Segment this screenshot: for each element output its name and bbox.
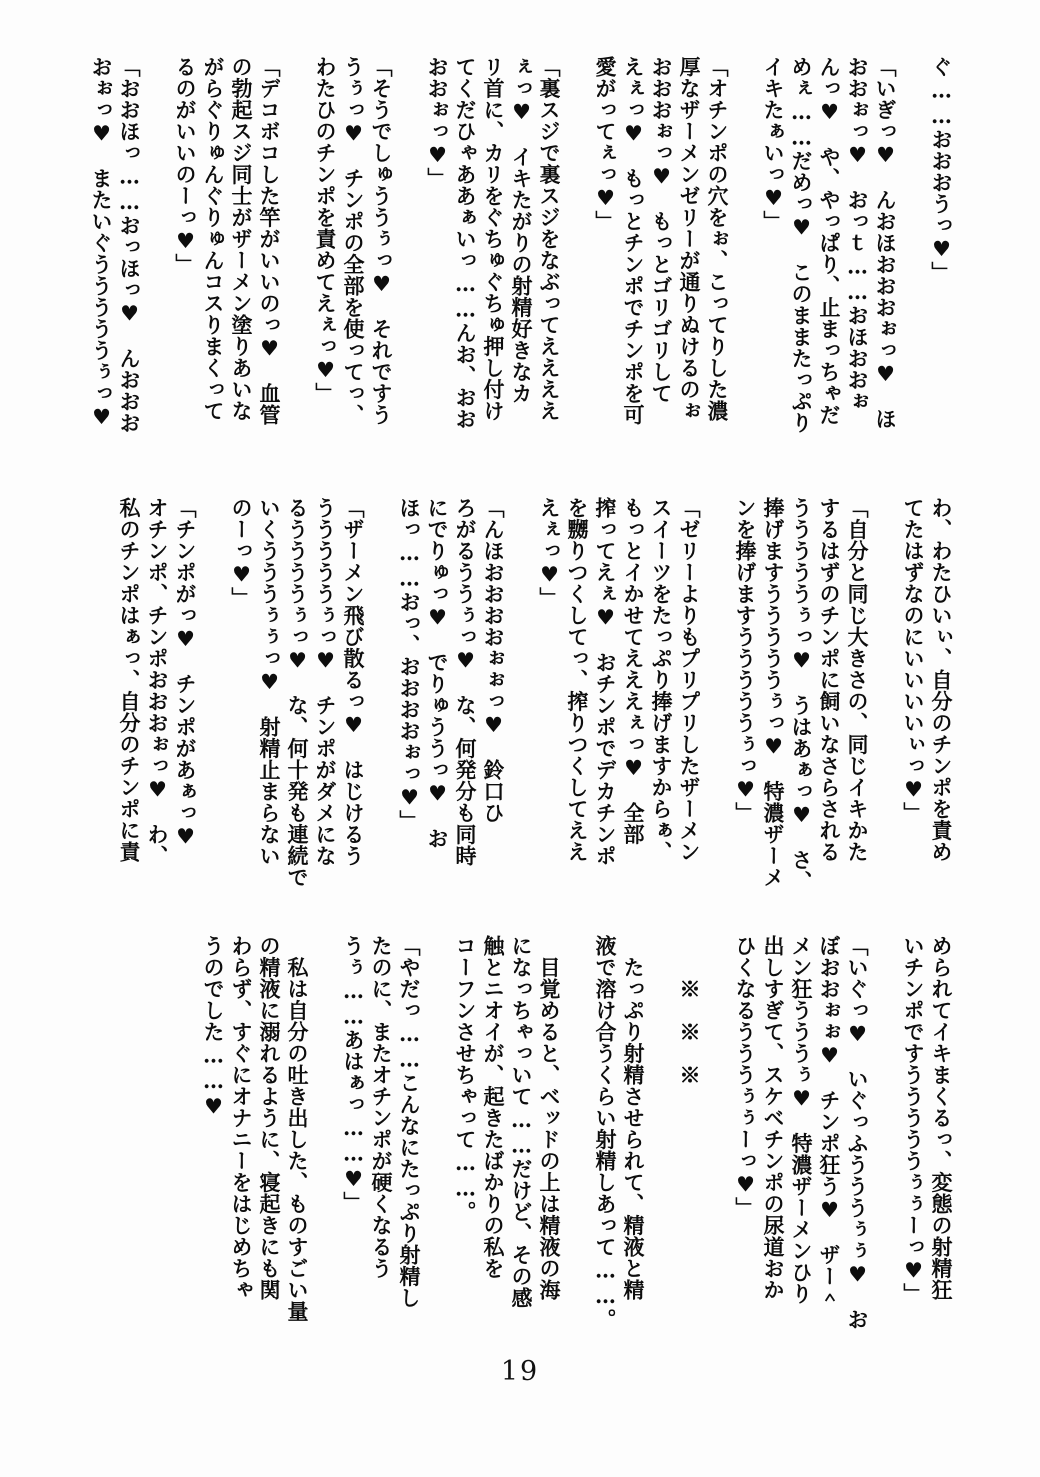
- column-gap: [563, 56, 591, 470]
- column-gap: [143, 56, 171, 470]
- text-column: スイーツをたっぷり捧げますからぁ、: [649, 497, 674, 863]
- text-column: 愛がってぇっ♥」: [593, 56, 618, 232]
- column-gap: [283, 56, 311, 470]
- text-column: 液で溶け合うくらい射精しあって……。: [593, 935, 618, 1330]
- text-column: を嬲りつくしてっ、搾りつくしてええ: [565, 497, 590, 863]
- text-column: ひくなるうううぅぅーっ♥」: [733, 935, 758, 1219]
- text-column: するはずのチンポに飼いなさらされる: [817, 497, 842, 863]
- text-column: おおぉっ♥ おっｔ……おほおおぉ: [845, 56, 870, 412]
- text-column: 「デコボコした竿がいいのっ♥ 血管: [257, 56, 282, 426]
- text-column: いチンポですうううううぅぅーっ♥」: [901, 935, 926, 1305]
- column-gap: [199, 497, 227, 911]
- column-gap: [563, 935, 591, 1349]
- text-column: ンを捧げますうううううぅっ♥」: [733, 497, 758, 824]
- text-column: メン狂うううぅ♥ 特濃ザーメンひり: [789, 935, 814, 1305]
- text-column: の勃起スジ同士がザーメン塗りあいな: [229, 56, 254, 422]
- text-column: 「いぎっ♥ んおほおおおぉっ♥ ほ: [873, 56, 898, 430]
- text-column: 「そうでしゅううぅっ♥ それですう: [369, 56, 394, 426]
- column-gap: [703, 497, 731, 911]
- text-column: 私は自分の吐き出した、ものすごい量: [285, 935, 310, 1322]
- text-column: 厚なザーメンゼリーが通りぬけるのぉ: [677, 56, 702, 422]
- column-gap: [647, 935, 675, 1349]
- text-column: めぇ……だめっ♥ このままたっぷり: [789, 56, 814, 434]
- text-column: の精液に溺れるように、寝起きにも関: [257, 935, 282, 1301]
- column-gap: [507, 497, 535, 911]
- text-column: てたはずなのにいいいいぃっ♥」: [901, 497, 926, 824]
- text-column: いくうううぅぅっ♥ 射精止まらない: [257, 497, 282, 867]
- text-column: んっ♥ や、やっぱり、止まっちゃだ: [817, 56, 842, 426]
- text-column: 触とニオイが、起きたばかりの私を: [481, 935, 506, 1279]
- text-column: ぼおおぉぉ♥ チンポ狂う♥ ザー＾: [817, 935, 842, 1309]
- text-column: 「ザーメン飛び散るっ♥ はじけるう: [341, 497, 366, 867]
- text-column: 私のチンポはぁっ、自分のチンポに責: [117, 497, 142, 863]
- text-column: 「いぐっ♥ いぐっふうううぅぅ♥ お: [845, 935, 870, 1330]
- text-column: うぅ……あはぁっ……♥」: [341, 935, 366, 1213]
- text-block-bottom: [199, 935, 955, 1349]
- text-column: 「チンポがっ♥ チンポがあぁっ♥: [173, 497, 198, 849]
- text-column: オチンポ、チンポおおおぉっ♥ わ、: [145, 497, 170, 867]
- column-gap: [311, 935, 339, 1349]
- text-column: えぇっ♥」: [537, 497, 562, 609]
- text-column: 「やだっ……こんなにたっぷり射精し: [397, 935, 422, 1309]
- text-column: 搾ってえぇ♥ おチンポでデカチンポ: [593, 497, 618, 867]
- text-column: ほっ……おっ、おおおおぉっ♥」: [397, 497, 422, 832]
- column-gap: [703, 935, 731, 1349]
- text-column: わ、わたひいぃ、自分のチンポを責め: [929, 497, 954, 863]
- column-gap: [871, 935, 899, 1349]
- text-column: もっとイかせてえええぇっ♥ 全部: [621, 497, 646, 845]
- column-gap: [367, 497, 395, 911]
- text-column: になっちゃっいて……だけど、その感: [509, 935, 534, 1309]
- text-column: のーっ♥」: [229, 497, 254, 609]
- text-column: がらぐりゅんぐりゅんコスりまくって: [201, 56, 226, 422]
- text-column: るのがいいのーっ♥」: [173, 56, 198, 275]
- text-column: 出しすぎて、スケベチンポの尿道おか: [761, 935, 786, 1301]
- text-column: められてイキまくるっ、変態の射精狂: [929, 935, 954, 1301]
- text-column: てくだひゃああぁいっ……んお、おお: [453, 56, 478, 430]
- text-column: リ首に、カリをぐちゅぐちゅ押し付け: [481, 56, 506, 422]
- text-column: 「おおほっ……おっほっ♥ んおおお: [117, 56, 142, 434]
- text-column: ぇっ♥ イキたがりの射精好きなカ: [509, 56, 534, 404]
- text-column: 目覚めると、ベッドの上は精液の海: [537, 935, 562, 1301]
- text-column: コーフンさせちゃって……。: [453, 935, 478, 1223]
- text-column: にでりゅっ♥ でりゅううっ♥ お: [425, 497, 450, 849]
- text-column: おぉっ♥ またいぐうううううぅっ♥: [89, 56, 114, 430]
- column-gap: [731, 56, 759, 470]
- text-column: 「ゼリーよりもプリプリしたザーメン: [677, 497, 702, 863]
- text-column: 「自分と同じ大きさの、同じイキかた: [845, 497, 870, 863]
- text-column: 「オチンポの穴をぉ、こってりした濃: [705, 56, 730, 422]
- page-number: 19: [500, 1356, 540, 1387]
- text-column: たのに、またオチンポが硬くなるう: [369, 935, 394, 1279]
- text-column: わたひのチンポを責めてえぇっ♥」: [313, 56, 338, 404]
- column-gap: [395, 56, 423, 470]
- text-column: イキたぁいっ♥」: [761, 56, 786, 232]
- text-column: わらず、すぐにオナニーをはじめちゃ: [229, 935, 254, 1301]
- text-column: 「んほおおおおぉぉっ♥ 鈴口ひ: [481, 497, 506, 824]
- text-block-middle: [115, 497, 955, 911]
- text-column: おおぉっ♥」: [425, 56, 450, 189]
- text-column: ぐ……おおおうっ♥」: [929, 56, 954, 283]
- text-column: おおおぉっ♥ もっとゴリゴリして: [649, 56, 674, 404]
- text-column: えぇっ♥ もっとチンポでチンポを可: [621, 56, 646, 426]
- column-gap: [871, 497, 899, 911]
- text-column: ろがるううぅっ♥ な、何発分も同時: [453, 497, 478, 867]
- text-column: たっぷり射精させられて、精液と精: [621, 935, 646, 1301]
- text-column: うううううぅっ♥ チンポがダメにな: [313, 497, 338, 867]
- column-gap: [899, 56, 927, 470]
- text-column: るううううぅっ♥ な、何十発も連続で: [285, 497, 310, 888]
- column-gap: [423, 935, 451, 1349]
- text-column: ※ ※ ※: [677, 935, 702, 1086]
- text-column: うぅっ♥ チンポの全部を使ってっ、: [341, 56, 366, 426]
- text-column: 捧げますうううううぅっ♥ 特濃ザーメ: [761, 497, 786, 888]
- text-column: 「裏スジで裏スジをなぶってええええ: [537, 56, 562, 422]
- text-column: うのでした……♥: [201, 935, 226, 1119]
- text-column: うううううぅっ♥ うはあぁっ♥ さ、: [789, 497, 814, 892]
- text-block-top: [87, 56, 955, 470]
